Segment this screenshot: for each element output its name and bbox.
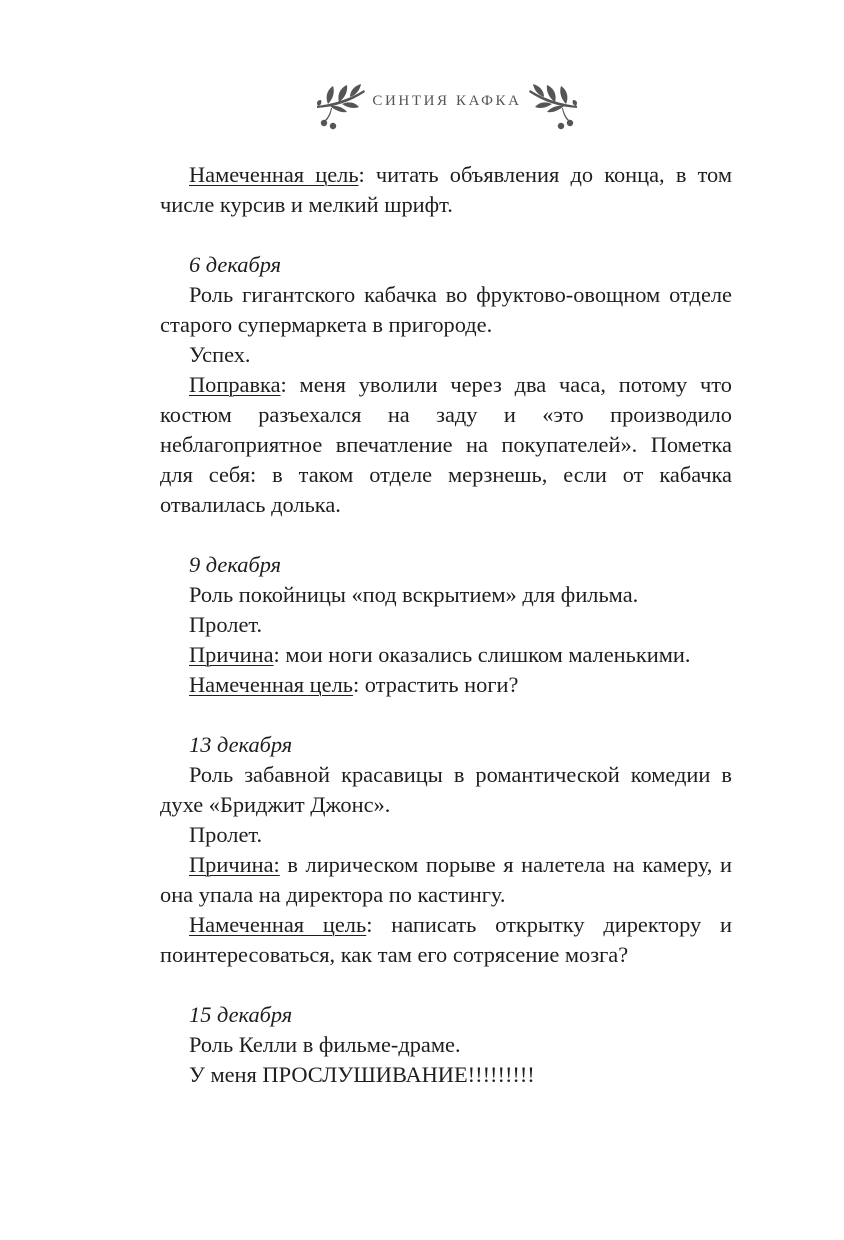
reason-label: Причина: (189, 852, 280, 877)
goal-label: Намеченная цель (189, 672, 353, 697)
reason-label: Причина (189, 642, 274, 667)
entry-reason-paragraph (160, 640, 732, 670)
goal-label: Намеченная цель (189, 912, 367, 937)
section-gap (160, 520, 732, 550)
intro-goal-paragraph (160, 160, 732, 220)
laurel-branch-icon (314, 82, 370, 132)
running-header (0, 80, 844, 136)
entry-reason-paragraph (160, 850, 732, 910)
laurel-branch-icon (524, 82, 580, 132)
section-gap (160, 220, 732, 250)
entry-role: Роль забавной красавицы в романтической комедии в духе «Бриджит Джонс». (160, 762, 732, 817)
entry-goal-paragraph (160, 910, 732, 970)
goal-text: : написать открытку директору и поинтересоваться, как там его сотрясение мозга? (160, 912, 733, 967)
entry-result: Пролет. (189, 612, 263, 637)
book-author-header: СИНТИЯ КАФКА (372, 93, 522, 109)
goal-text: : отрастить ноги? (352, 672, 519, 697)
entry-result: Пролет. (189, 822, 263, 847)
page-body (160, 160, 732, 1090)
note-label: Поправка (189, 372, 281, 397)
entry-role: Роль Келли в фильме-драме. (189, 1032, 461, 1057)
reason-text: в лирическом порыве я налетела на камеру, и она упала на директора по кастингу. (160, 852, 732, 907)
entry-date: 9 декабря (189, 552, 282, 577)
goal-label: Намеченная цель (189, 162, 359, 187)
entry-role: Роль покойницы «под вскрытием» для фильма. (189, 582, 639, 607)
section-gap (160, 700, 732, 730)
entry-result: Успех. (189, 342, 251, 367)
entry-date: 6 декабря (189, 252, 282, 277)
note-text: : меня уволили через два часа, потому что костюм разъехался на заду и «это производило неблагоприятное впечатление на покупателей». Пометка для себя: в таком отделе мерзнешь, если от кабачка отвалилась долька. (160, 372, 732, 517)
goal-text: : читать объявления до конца, в том числе курсив и мелкий шрифт. (160, 162, 732, 217)
entry-date: 15 декабря (189, 1002, 293, 1027)
entry-goal-paragraph (160, 670, 732, 700)
reason-text: : мои ноги оказались слишком маленькими. (273, 642, 691, 667)
entry-result: У меня ПРОСЛУШИВАНИЕ!!!!!!!!! (189, 1062, 535, 1087)
entry-date: 13 декабря (189, 732, 293, 757)
section-gap (160, 970, 732, 1000)
entry-role: Роль гигантского кабачка во фруктово-овощном отделе старого супермаркета в пригороде. (160, 282, 732, 337)
entry-note-paragraph (160, 370, 732, 520)
